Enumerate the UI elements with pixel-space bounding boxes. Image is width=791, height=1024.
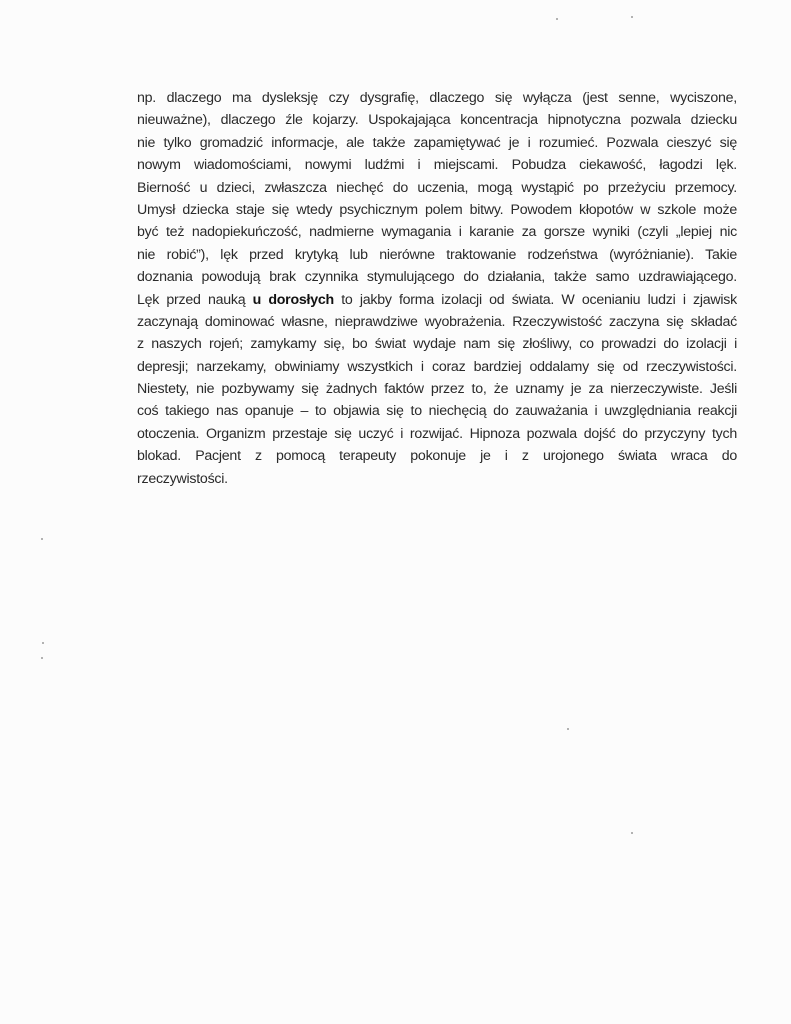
text-line-10 xyxy=(137,289,737,311)
text-line-8: nie robić”), lęk przed krytyką lub nierówne traktowanie rodzeństwa (wyróżnianie). Takie xyxy=(137,246,737,263)
text-line-3: nie tylko gromadzić informacje, ale także zapamiętywać je i rozumieć. Pozwala cieszyć się xyxy=(137,134,737,151)
text-line-15: coś takiego nas opanuje – to objawia się to niechęcią do zauważania i uwzględniania reakcji xyxy=(137,403,737,420)
scan-speck xyxy=(42,642,44,644)
text-line-10-before: Lęk przed nauką xyxy=(137,291,253,308)
scan-speck xyxy=(567,728,569,730)
text-line-12: z naszych rojeń; zamykamy się, bo świat wydaje nam się złośliwy, co prowadzi do izolacji i xyxy=(137,336,737,353)
text-line-16: otoczenia. Organizm przestaje się uczyć i rozwijać. Hipnoza pozwala dojść do przyczyny tych xyxy=(137,425,737,442)
text-line-13: depresji; narzekamy, obwiniamy wszystkich i coraz bardziej oddalamy się od rzeczywistości. xyxy=(137,358,737,375)
body-paragraph xyxy=(137,87,737,490)
scan-speck xyxy=(41,538,43,540)
scan-speck xyxy=(631,16,633,18)
bold-phrase: u dorosłych xyxy=(252,291,334,308)
scan-speck xyxy=(556,18,558,20)
text-line-17: blokad. Pacjent z pomocą terapeuty pokonuje je i z urojonego świata wraca do xyxy=(137,448,737,465)
text-line-10-after: to jakby forma izolacji od świata. W ocenianiu ludzi i zjawisk xyxy=(333,291,737,308)
text-line-18: rzeczywistości. xyxy=(137,470,228,487)
text-line-6: Umysł dziecka staje się wtedy psychicznym polem bitwy. Powodem kłopotów w szkole może xyxy=(137,201,737,218)
scan-speck xyxy=(41,657,43,659)
text-line-7: być też nadopiekuńczość, nadmierne wymagania i karanie za gorsze wyniki (czyli „lepiej nic xyxy=(137,224,737,241)
text-line-2: nieuważne), dlaczego źle kojarzy. Uspokajająca koncentracja hipnotyczna pozwala dziecku xyxy=(137,112,737,129)
scan-speck xyxy=(631,832,633,834)
text-line-4: nowym wiadomościami, nowymi ludźmi i miejscami. Pobudza ciekawość, łagodzi lęk. xyxy=(137,157,737,174)
text-line-9: doznania powodują brak czynnika stymulującego do działania, także samo uzdrawiającego. xyxy=(137,269,737,286)
text-line-11: zaczynają dominować własne, nieprawdziwe wyobrażenia. Rzeczywistość zaczyna się składać xyxy=(137,313,737,330)
text-line-1: np. dlaczego ma dysleksję czy dysgrafię, dlaczego się wyłącza (jest senne, wyciszone, xyxy=(137,90,737,106)
text-line-14: Niestety, nie pozbywamy się żadnych faktów przez to, że uznamy je za nierzeczywiste. Jeśli xyxy=(137,381,737,398)
text-line-5: Bierność u dzieci, zwłaszcza niechęć do uczenia, mogą wystąpić po przeżyciu przemocy. xyxy=(137,179,737,196)
